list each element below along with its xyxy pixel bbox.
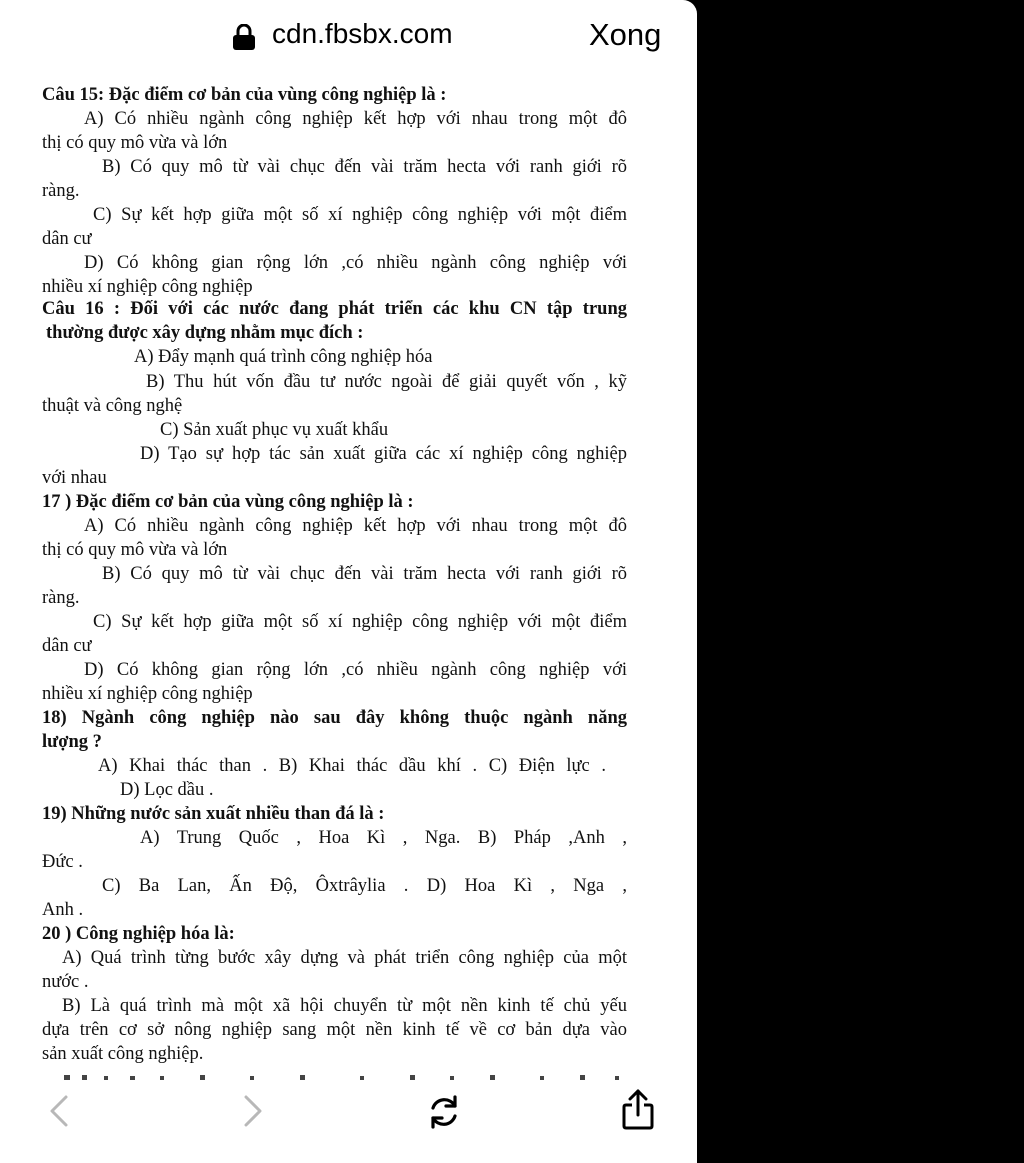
question-15-option-a: A) Có nhiều ngành công nghiệp kết hợp với nhau trong một đô <box>84 109 627 129</box>
question-19-option-d-cont: Anh . <box>42 900 84 920</box>
question-17-option-d-cont: nhiều xí nghiệp công nghiệp <box>42 684 253 704</box>
question-17-option-a: A) Có nhiều ngành công nghiệp kết hợp với nhau trong một đô <box>84 516 627 536</box>
question-16-option-c: C) Sản xuất phục vụ xuất khẩu <box>160 420 389 440</box>
question-19-option-b-cont: Đức . <box>42 852 83 872</box>
question-17-option-d: D) Có không gian rộng lớn ,có nhiều ngành công nghiệp với <box>84 660 627 680</box>
question-17-option-c-cont: dân cư <box>42 636 92 656</box>
question-15-option-b: B) Có quy mô từ vài chục đến vài trăm hecta với ranh giới rõ <box>102 157 627 177</box>
question-16-option-d-cont: với nhau <box>42 468 107 488</box>
question-17-option-b: B) Có quy mô từ vài chục đến vài trăm hecta với ranh giới rõ <box>102 564 627 584</box>
question-15-option-d-cont: nhiều xí nghiệp công nghiệp <box>42 277 253 297</box>
question-20-title: 20 ) Công nghiệp hóa là: <box>42 924 235 944</box>
question-15-option-d: D) Có không gian rộng lớn ,có nhiều ngành công nghiệp với <box>84 253 627 273</box>
question-16-option-b-cont: thuật và công nghệ <box>42 396 183 416</box>
question-20-option-a: A) Quá trình từng bước xây dựng và phát triển công nghiệp của một <box>62 948 627 968</box>
question-16-option-d: D) Tạo sự hợp tác sản xuất giữa các xí nghiệp công nghiệp <box>140 444 627 464</box>
question-19-options-cd: C) Ba Lan, Ấn Độ, Ôxtrâylia . D) Hoa Kì , Nga , <box>102 876 627 896</box>
question-17-option-a-cont: thị có quy mô vừa và lớn <box>42 540 228 560</box>
question-15-option-c: C) Sự kết hợp giữa một số xí nghiệp công nghiệp với một điểm <box>93 205 627 225</box>
question-15-title: Câu 15: Đặc điểm cơ bản của vùng công nghiệp là : <box>42 85 447 105</box>
clipped-text-line <box>60 1068 630 1080</box>
question-15-option-c-cont: dân cư <box>42 229 92 249</box>
question-18-option-d: D) Lọc dầu . <box>120 780 214 800</box>
question-19-options-ab: A) Trung Quốc , Hoa Kì , Nga. B) Pháp ,Anh , <box>140 828 627 848</box>
url-text[interactable]: cdn.fbsbx.com <box>272 18 453 49</box>
question-20-option-b-cont: dựa trên cơ sở nông nghiệp sang một nền kinh tế về cơ bản dựa vào <box>42 1020 627 1040</box>
question-17-option-b-cont: ràng. <box>42 588 80 608</box>
question-16-title-cont: thường được xây dựng nhằm mục đích : <box>46 323 364 343</box>
share-icon[interactable] <box>621 1088 655 1137</box>
question-16-option-a: A) Đẩy mạnh quá trình công nghiệp hóa <box>134 347 433 367</box>
question-15-option-b-cont: ràng. <box>42 181 80 201</box>
question-17-title: 17 ) Đặc điểm cơ bản của vùng công nghiệp là : <box>42 492 414 512</box>
reload-icon[interactable] <box>424 1092 464 1137</box>
question-20-option-a-cont: nước . <box>42 972 89 992</box>
question-18-title-cont: lượng ? <box>42 732 102 752</box>
done-button[interactable]: Xong <box>589 17 662 52</box>
question-18-title: 18) Ngành công nghiệp nào sau đây không thuộc ngành năng <box>42 708 627 728</box>
question-20-option-b: B) Là quá trình mà một xã hội chuyển từ một nền kinh tế chủ yếu <box>62 996 627 1016</box>
question-16-option-b: B) Thu hút vốn đầu tư nước ngoài để giải quyết vốn , kỹ <box>146 372 627 392</box>
question-17-option-c: C) Sự kết hợp giữa một số xí nghiệp công nghiệp với một điểm <box>93 612 627 632</box>
chevron-left-icon[interactable] <box>46 1094 72 1133</box>
question-19-title: 19) Những nước sản xuất nhiều than đá là : <box>42 804 385 824</box>
chevron-right-icon[interactable] <box>240 1094 266 1133</box>
question-18-options-abc: A) Khai thác than . B) Khai thác dầu khí . C) Điện lực . <box>98 756 606 776</box>
question-15-option-a-cont: thị có quy mô vừa và lớn <box>42 133 228 153</box>
bottom-toolbar <box>0 1080 697 1163</box>
question-20-option-b-cont-2: sản xuất công nghiệp. <box>42 1044 204 1064</box>
question-16-title: Câu 16 : Đối với các nước đang phát triển các khu CN tập trung <box>42 299 627 319</box>
